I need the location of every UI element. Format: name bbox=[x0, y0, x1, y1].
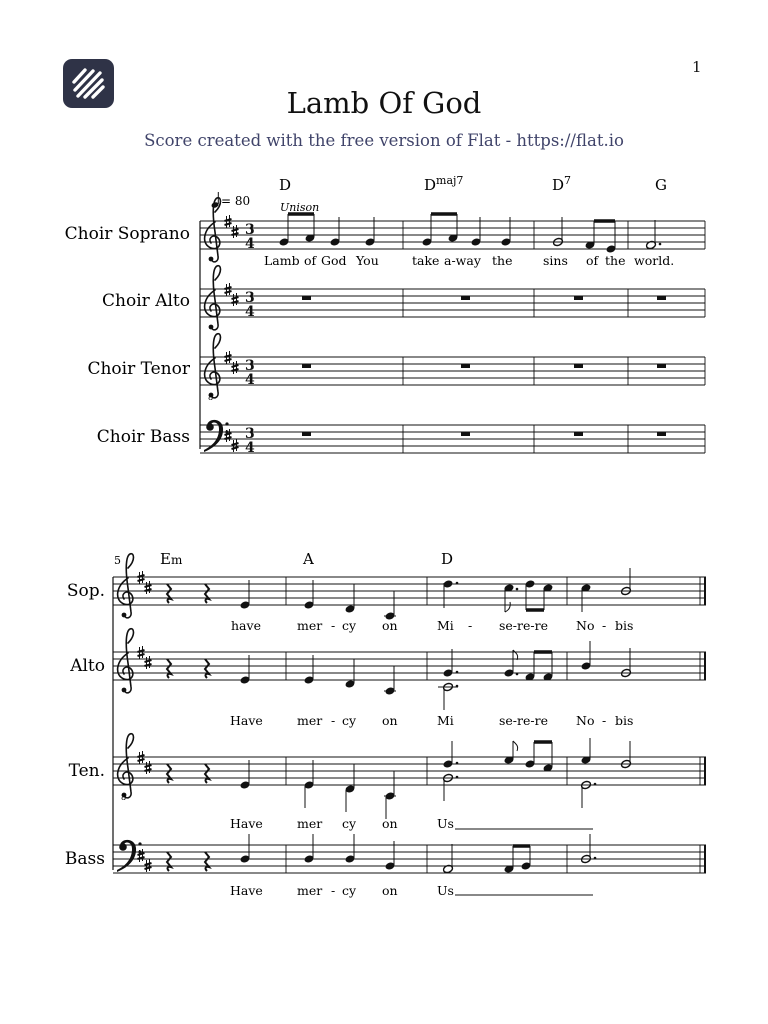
alto-notes bbox=[240, 641, 632, 710]
svg-text:mer: mer bbox=[297, 816, 323, 831]
svg-text:se-re-re: se-re-re bbox=[499, 618, 549, 633]
quarter-rests bbox=[167, 584, 209, 871]
page-number: 1 bbox=[692, 58, 702, 76]
svg-text:cy: cy bbox=[342, 883, 357, 898]
svg-text:4: 4 bbox=[245, 372, 255, 388]
tenor-notes bbox=[240, 738, 632, 819]
staff-alto bbox=[200, 289, 705, 317]
chord-symbol: D bbox=[279, 176, 292, 194]
svg-text:4: 4 bbox=[245, 236, 255, 252]
svg-text:on: on bbox=[382, 816, 398, 831]
score-title: Lamb Of God bbox=[286, 86, 482, 120]
chord-symbol: A bbox=[303, 550, 314, 568]
svg-text:Us: Us bbox=[437, 816, 454, 831]
svg-text:Have: Have bbox=[230, 713, 263, 728]
svg-text:bis: bis bbox=[615, 713, 634, 728]
treble-clef-8vb-icon bbox=[205, 334, 221, 402]
svg-text:4: 4 bbox=[245, 440, 255, 456]
svg-text:cy: cy bbox=[342, 618, 357, 633]
chord-symbol: G bbox=[655, 176, 667, 194]
svg-text:3: 3 bbox=[245, 290, 255, 306]
svg-text:8: 8 bbox=[121, 793, 127, 802]
sop-lyrics bbox=[231, 618, 633, 633]
staff-tenor bbox=[200, 357, 705, 385]
svg-text:world.: world. bbox=[634, 253, 675, 268]
svg-text:bis: bis bbox=[615, 618, 634, 633]
svg-text:Have: Have bbox=[230, 816, 263, 831]
key-signature-sharps bbox=[225, 215, 239, 452]
svg-text:3: 3 bbox=[245, 358, 255, 374]
svg-text:-: - bbox=[602, 618, 607, 633]
part-label-choir-soprano: Choir Soprano bbox=[64, 224, 190, 244]
system-1 bbox=[65, 174, 705, 456]
part-label-alto: Alto bbox=[70, 656, 105, 676]
svg-text:3: 3 bbox=[245, 222, 255, 238]
chord-symbol-dmaj7: $D^{maj7}$ bbox=[424, 174, 464, 194]
part-label-choir-alto: Choir Alto bbox=[102, 291, 190, 311]
chord-symbol: D bbox=[441, 550, 454, 568]
part-label-choir-bass: Choir Bass bbox=[96, 427, 190, 447]
svg-text:of: of bbox=[586, 253, 599, 268]
svg-text:3: 3 bbox=[245, 426, 255, 442]
svg-text:God: God bbox=[321, 253, 347, 268]
tempo-marking bbox=[211, 192, 250, 209]
svg-text:have: have bbox=[231, 618, 261, 633]
key-signature-sharps bbox=[138, 571, 152, 872]
soprano-notes bbox=[279, 214, 662, 254]
chord-symbol-d7: $D^7$ bbox=[552, 174, 572, 194]
treble-clef-icon bbox=[205, 266, 221, 330]
staff-sop bbox=[113, 577, 706, 605]
svg-text:take: take bbox=[412, 253, 440, 268]
staff-alto-2 bbox=[113, 652, 706, 680]
svg-text:sins: sins bbox=[543, 253, 568, 268]
staff-ten bbox=[113, 757, 706, 785]
treble-clef-8vb-icon bbox=[118, 734, 134, 802]
part-label-choir-tenor: Choir Tenor bbox=[87, 359, 190, 379]
bass-lyrics bbox=[230, 883, 593, 898]
score-subtitle: Score created with the free version of Flat - https://flat.io bbox=[144, 131, 624, 150]
tenor-lyrics bbox=[230, 816, 593, 831]
svg-text:on: on bbox=[382, 618, 398, 633]
svg-text:-: - bbox=[331, 618, 336, 633]
svg-text:mer: mer bbox=[297, 618, 323, 633]
svg-text:You: You bbox=[356, 253, 379, 268]
svg-text:cy: cy bbox=[342, 816, 357, 831]
svg-text:Mi: Mi bbox=[437, 713, 454, 728]
chord-symbol-em: Em bbox=[160, 550, 183, 568]
svg-text:mer: mer bbox=[297, 713, 323, 728]
treble-clef-icon bbox=[118, 629, 134, 693]
svg-text:-: - bbox=[468, 618, 473, 633]
svg-text:the: the bbox=[492, 253, 513, 268]
part-label-sop: Sop. bbox=[66, 581, 105, 601]
svg-text:-: - bbox=[331, 713, 336, 728]
svg-text:the: the bbox=[605, 253, 626, 268]
svg-text:No: No bbox=[576, 713, 595, 728]
svg-text:Mi: Mi bbox=[437, 618, 454, 633]
svg-text:on: on bbox=[382, 883, 398, 898]
bass-notes bbox=[240, 834, 597, 874]
measure-number: 5 bbox=[114, 554, 121, 567]
alto-lyrics bbox=[230, 713, 633, 728]
sop-notes bbox=[240, 568, 632, 621]
svg-text:8: 8 bbox=[208, 393, 214, 402]
svg-text:on: on bbox=[382, 713, 398, 728]
svg-text:Us: Us bbox=[437, 883, 454, 898]
part-label-ten: Ten. bbox=[68, 761, 105, 781]
svg-text:cy: cy bbox=[342, 713, 357, 728]
staff-bass bbox=[200, 425, 705, 453]
svg-text:se-re-re: se-re-re bbox=[499, 713, 549, 728]
svg-text:-: - bbox=[331, 883, 336, 898]
svg-text:4: 4 bbox=[245, 304, 255, 320]
svg-text:Lamb: Lamb bbox=[264, 253, 300, 268]
part-label-bass: Bass bbox=[64, 849, 105, 869]
treble-clef-icon bbox=[205, 198, 221, 262]
tempo-text: = 80 bbox=[221, 194, 251, 208]
svg-text:-: - bbox=[602, 713, 607, 728]
svg-text:No: No bbox=[576, 618, 595, 633]
time-signature bbox=[245, 222, 255, 456]
svg-text:Have: Have bbox=[230, 883, 263, 898]
svg-text:a-way: a-way bbox=[444, 253, 481, 268]
svg-text:mer: mer bbox=[297, 883, 323, 898]
soprano-lyrics-1 bbox=[264, 253, 674, 268]
staff-bass-2 bbox=[113, 845, 706, 873]
direction-text: Unison bbox=[280, 201, 320, 214]
system-2 bbox=[65, 550, 706, 898]
svg-text:of: of bbox=[304, 253, 317, 268]
